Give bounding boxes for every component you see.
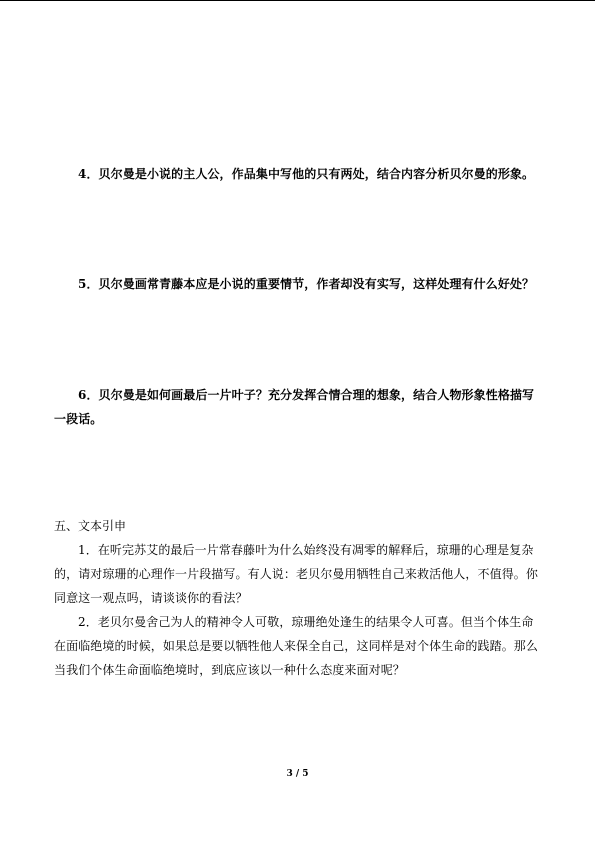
question-4: 4．贝尔曼是小说的主人公，作品集中写他的只有两处，结合内容分析贝尔曼的形象。	[78, 167, 535, 181]
section-heading: 五、文本引申	[54, 519, 127, 533]
question-5: 5．贝尔曼画常青藤本应是小说的重要情节，作者却没有实写，这样处理有什么好处？	[78, 277, 535, 291]
top-border-line	[0, 0, 595, 1]
page-number: 3 / 5	[286, 769, 309, 779]
extension-paragraph-1: 1．在听完苏艾的最后一片常春藤叶为什么始终没有凋零的解释后，琼珊的心理是复杂的，请对琼珊的心理作一片段描写。有人说：老贝尔曼用牺牲自己来救活他人，不值得。你同意这一观点吗，请谈谈你的看法？	[54, 543, 539, 605]
extension-paragraph-2: 2．老贝尔曼舍己为人的精神令人可敬，琼珊绝处逢生的结果令人可喜。但当个体生命在面临绝境的时候，如果总是要以牺牲他人来保全自己，这同样是对个体生命的践踏。那么当我们个体生命面临绝境时，到底应该以一种什么态度来面对呢？	[54, 615, 539, 677]
question-6: 6．贝尔曼是如何画最后一片叶子？充分发挥合情合理的想象，结合人物形象性格描写一段话。	[54, 388, 535, 426]
